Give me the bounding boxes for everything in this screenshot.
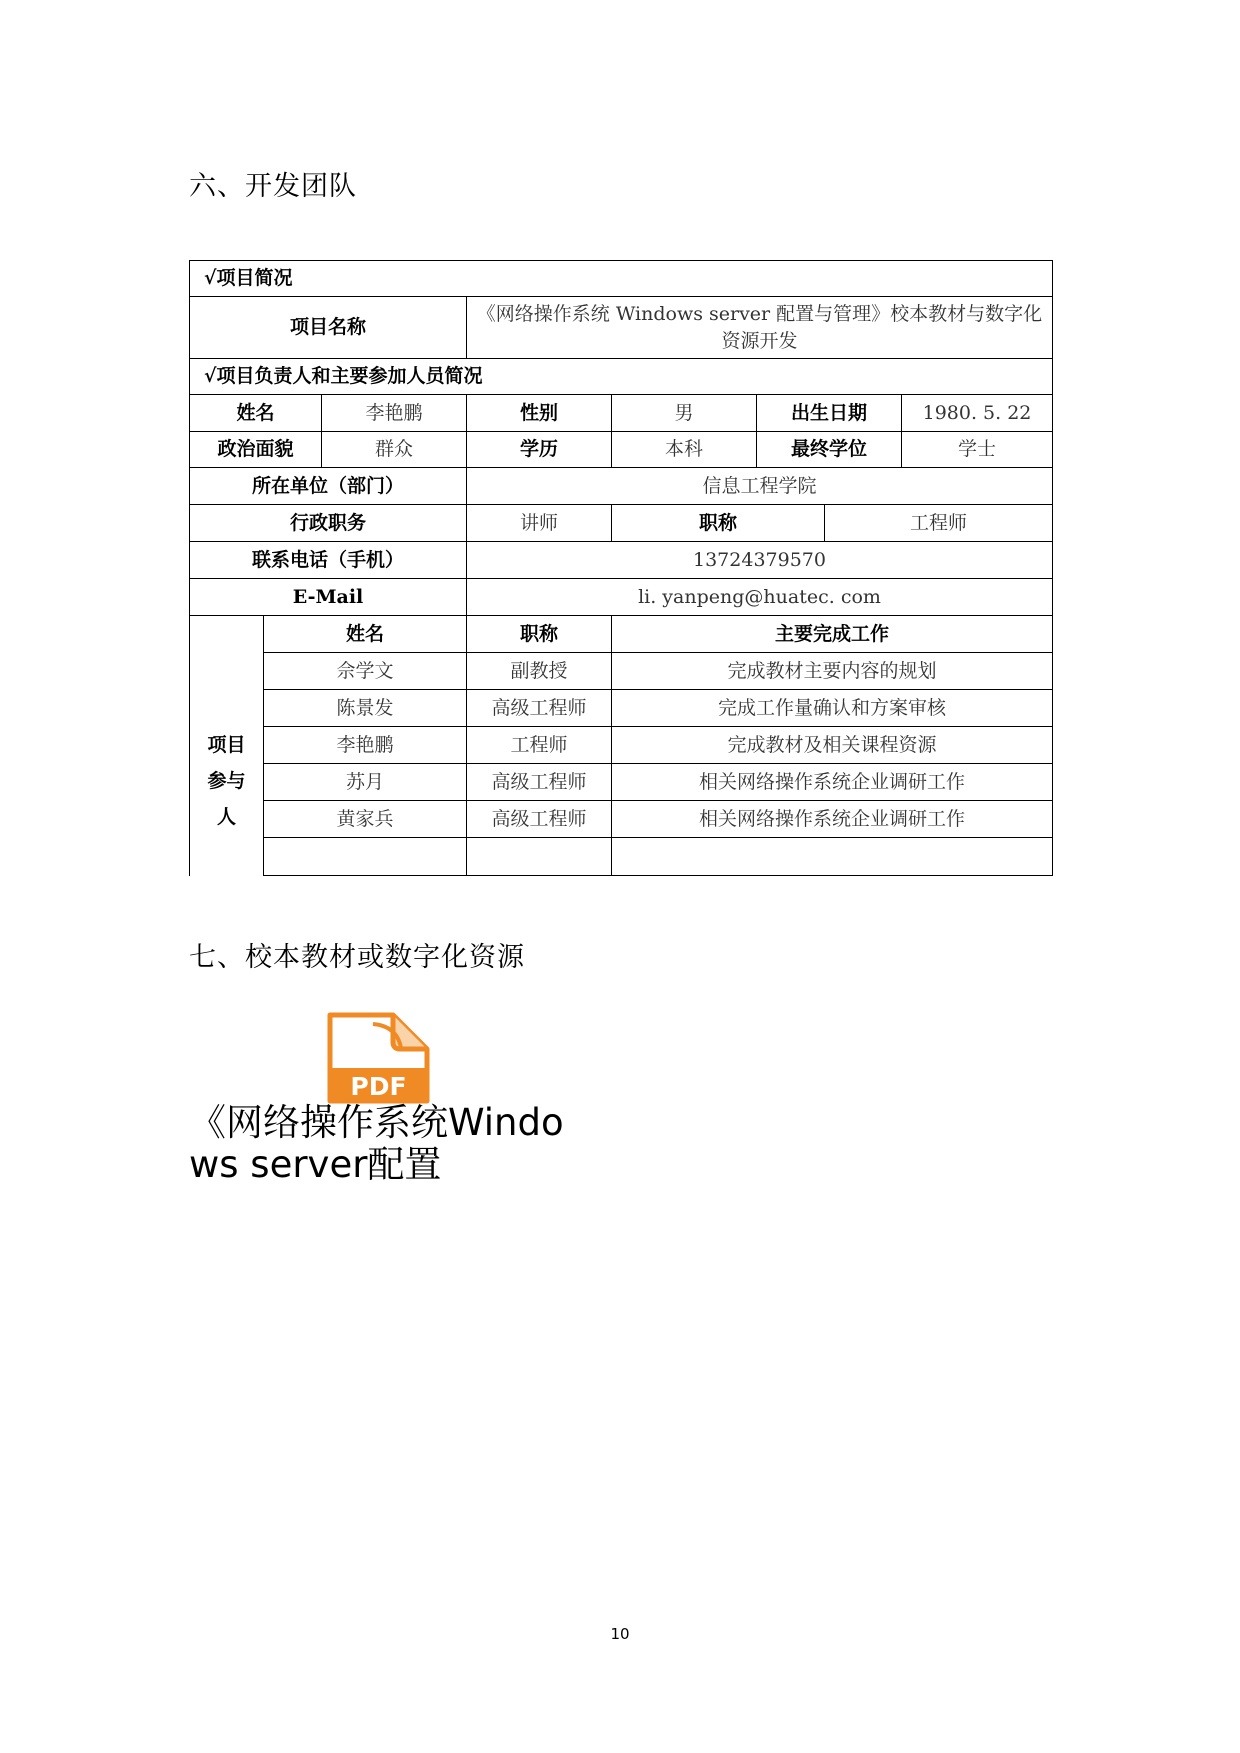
participant-title: 副教授	[467, 653, 612, 690]
participant-name: 黄家兵	[264, 801, 467, 838]
participant-work: 完成教材主要内容的规划	[612, 653, 1053, 690]
phone-label: 联系电话（手机）	[190, 542, 467, 579]
unit-value: 信息工程学院	[467, 468, 1053, 505]
participant-title: 高级工程师	[467, 764, 612, 801]
gender-value: 男	[612, 395, 757, 432]
participant-name: 苏月	[264, 764, 467, 801]
pdf-icon-label: PDF	[350, 1072, 407, 1101]
email-value: li. yanpeng@huatec. com	[467, 579, 1053, 616]
table-row	[190, 801, 1053, 838]
side-label-line-3: 人	[216, 805, 236, 828]
education-label: 学历	[467, 432, 612, 468]
participants-header-name: 姓名	[264, 616, 467, 653]
participants-header-work: 主要完成工作	[612, 616, 1053, 653]
leader-name-value: 李艳鹏	[322, 395, 467, 432]
participant-name	[264, 838, 467, 876]
politics-label: 政治面貌	[190, 432, 322, 468]
admin-post-label: 行政职务	[190, 505, 467, 542]
participant-name: 陈景发	[264, 690, 467, 727]
table-row	[190, 838, 1053, 876]
table-row	[190, 727, 1053, 764]
section-6-heading: 六、开发团队	[189, 171, 357, 202]
participant-name: 佘学文	[264, 653, 467, 690]
project-summary-header: √项目简况	[190, 261, 1053, 297]
birth-date-label: 出生日期	[757, 395, 902, 432]
participants-header-title: 职称	[467, 616, 612, 653]
project-name-value: 《网络操作系统 Windows server 配置与管理》校本教材与数字化资源开发	[467, 297, 1053, 359]
unit-label: 所在单位（部门）	[190, 468, 467, 505]
table-row	[190, 764, 1053, 801]
page-number: 10	[610, 1625, 630, 1643]
birth-date-value: 1980. 5. 22	[902, 395, 1053, 432]
side-label-line-2: 参与	[207, 769, 246, 792]
participant-work: 相关网络操作系统企业调研工作	[612, 764, 1053, 801]
table-row	[190, 690, 1053, 727]
side-label-line-1: 项目	[207, 733, 246, 756]
table-row	[190, 653, 1053, 690]
pdf-icon-graphic	[327, 1012, 431, 1104]
project-name-label: 项目名称	[190, 297, 467, 359]
participant-work	[612, 838, 1053, 876]
participant-title: 工程师	[467, 727, 612, 764]
participant-title: 高级工程师	[467, 690, 612, 727]
degree-label: 最终学位	[757, 432, 902, 468]
participant-work: 相关网络操作系统企业调研工作	[612, 801, 1053, 838]
pro-title-value: 工程师	[825, 505, 1053, 542]
degree-value: 学士	[902, 432, 1053, 468]
participant-name: 李艳鹏	[264, 727, 467, 764]
admin-post-value: 讲师	[467, 505, 612, 542]
participants-side-label	[190, 616, 264, 876]
pdf-attachment-caption[interactable]: 《网络操作系统Windows server配置	[189, 1101, 564, 1186]
participant-work: 完成工作量确认和方案审核	[612, 690, 1053, 727]
participant-title	[467, 838, 612, 876]
education-value: 本科	[612, 432, 757, 468]
participant-work: 完成教材及相关课程资源	[612, 727, 1053, 764]
gender-label: 性别	[467, 395, 612, 432]
section-7-heading: 七、校本教材或数字化资源	[189, 942, 525, 973]
participant-title: 高级工程师	[467, 801, 612, 838]
email-label: E-Mail	[190, 579, 467, 616]
leader-name-label: 姓名	[190, 395, 322, 432]
pro-title-label: 职称	[612, 505, 825, 542]
phone-value: 13724379570	[467, 542, 1053, 579]
pdf-file-icon[interactable]	[327, 1012, 431, 1104]
leader-section-header: √项目负责人和主要参加人员简况	[190, 359, 1053, 395]
development-team-table	[189, 260, 1053, 876]
politics-value: 群众	[322, 432, 467, 468]
